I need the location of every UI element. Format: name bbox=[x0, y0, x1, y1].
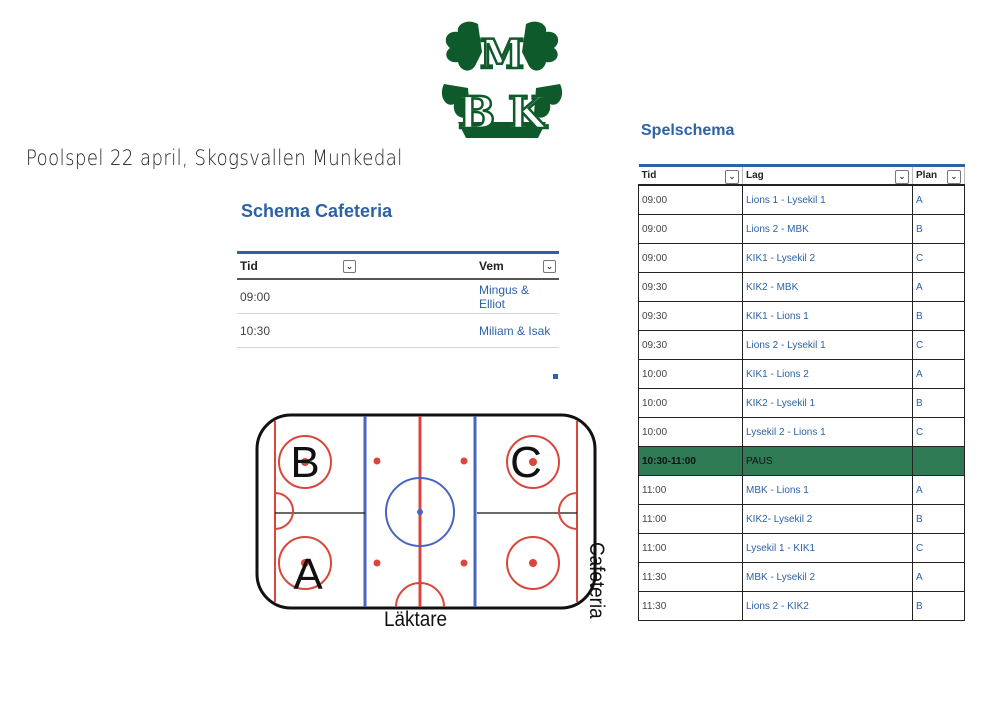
table-row bbox=[639, 331, 965, 360]
game-schedule-table bbox=[638, 164, 965, 621]
schedule-teams-cell: MBK - Lions 1 bbox=[743, 476, 913, 505]
table-row bbox=[639, 563, 965, 592]
resize-handle[interactable] bbox=[553, 374, 558, 379]
table-header-row bbox=[639, 166, 965, 186]
zone-label-b: B bbox=[290, 438, 320, 487]
schedule-teams-cell: Lions 2 - Lysekil 1 bbox=[743, 331, 913, 360]
schedule-teams-cell: KIK1 - Lysekil 2 bbox=[743, 244, 913, 273]
game-schedule-title: Spelschema bbox=[641, 122, 735, 139]
schedule-time-cell: 11:30 bbox=[639, 563, 743, 592]
table-row bbox=[639, 418, 965, 447]
table-row bbox=[237, 279, 559, 314]
mbk-logo bbox=[438, 18, 566, 142]
table-row bbox=[639, 273, 965, 302]
schedule-field-cell: A bbox=[913, 563, 965, 592]
zone-label-c: C bbox=[510, 438, 542, 487]
column-header-tid[interactable]: Tid ⌄ bbox=[237, 253, 359, 280]
dropdown-icon[interactable]: ⌄ bbox=[343, 260, 356, 273]
schedule-field-cell: B bbox=[913, 302, 965, 331]
schedule-teams-cell: Lysekil 2 - Lions 1 bbox=[743, 418, 913, 447]
break-row bbox=[639, 447, 965, 476]
schedule-field-cell: C bbox=[913, 534, 965, 563]
schedule-time-cell: 11:00 bbox=[639, 505, 743, 534]
schedule-time-cell: 09:30 bbox=[639, 273, 743, 302]
schedule-field-cell: A bbox=[913, 185, 965, 215]
table-row bbox=[639, 185, 965, 215]
schedule-teams-cell: KIK1 - Lions 1 bbox=[743, 302, 913, 331]
dropdown-icon[interactable]: ⌄ bbox=[895, 170, 909, 184]
logo-letter-k: K bbox=[508, 88, 547, 139]
table-row bbox=[639, 215, 965, 244]
dropdown-icon[interactable]: ⌄ bbox=[947, 170, 961, 184]
schedule-time-cell: 09:30 bbox=[639, 302, 743, 331]
schedule-teams-cell: KIK2 - MBK bbox=[743, 273, 913, 302]
cafe-person-cell: Mingus & Elliot bbox=[359, 279, 559, 314]
schedule-field-cell: A bbox=[913, 476, 965, 505]
zone-label-a: A bbox=[293, 550, 323, 599]
table-row bbox=[639, 302, 965, 331]
schedule-field-cell: B bbox=[913, 505, 965, 534]
schedule-field-cell bbox=[913, 447, 965, 476]
column-header-tid[interactable]: Tid ⌄ bbox=[639, 166, 743, 186]
schedule-field-cell: B bbox=[913, 592, 965, 621]
schedule-field-cell: B bbox=[913, 215, 965, 244]
table-row bbox=[639, 505, 965, 534]
schedule-teams-cell: MBK - Lysekil 2 bbox=[743, 563, 913, 592]
schedule-teams-cell: Lysekil 1 - KIK1 bbox=[743, 534, 913, 563]
table-row bbox=[639, 360, 965, 389]
logo-letter-m: M bbox=[479, 31, 525, 78]
schedule-teams-cell: KIK1 - Lions 2 bbox=[743, 360, 913, 389]
column-header-lag[interactable]: Lag ⌄ bbox=[743, 166, 913, 186]
table-row bbox=[237, 314, 559, 348]
cafeteria-label: Cafeteria bbox=[585, 542, 608, 619]
schedule-time-cell: 10:00 bbox=[639, 418, 743, 447]
schedule-teams-cell: Lions 1 - Lysekil 1 bbox=[743, 185, 913, 215]
table-header-row bbox=[237, 253, 559, 280]
cafeteria-schedule-table bbox=[237, 251, 559, 348]
schedule-teams-cell: KIK2- Lysekil 2 bbox=[743, 505, 913, 534]
ice-rink-diagram bbox=[255, 413, 597, 610]
schedule-time-cell: 10:00 bbox=[639, 360, 743, 389]
dropdown-icon[interactable]: ⌄ bbox=[725, 170, 739, 184]
schedule-time-cell: 09:00 bbox=[639, 185, 743, 215]
schedule-field-cell: C bbox=[913, 244, 965, 273]
schedule-time-cell: 09:00 bbox=[639, 244, 743, 273]
schedule-field-cell: A bbox=[913, 273, 965, 302]
page-title: Poolspel 22 april, Skogsvallen Munkedal bbox=[26, 146, 403, 170]
schedule-teams-cell: KIK2 - Lysekil 1 bbox=[743, 389, 913, 418]
schedule-field-cell: C bbox=[913, 331, 965, 360]
schedule-time-cell: 11:00 bbox=[639, 476, 743, 505]
dropdown-icon[interactable]: ⌄ bbox=[543, 260, 556, 273]
stand-label: Läktare bbox=[384, 608, 448, 631]
schedule-field-cell: C bbox=[913, 418, 965, 447]
schedule-teams-cell: Lions 2 - KIK2 bbox=[743, 592, 913, 621]
schedule-time-cell: 09:30 bbox=[639, 331, 743, 360]
table-row bbox=[639, 244, 965, 273]
table-row bbox=[639, 592, 965, 621]
schedule-time-cell: 11:00 bbox=[639, 534, 743, 563]
cafeteria-schedule-title: Schema Cafeteria bbox=[241, 201, 393, 221]
table-row bbox=[639, 389, 965, 418]
schedule-teams-cell: PAUS bbox=[743, 447, 913, 476]
schedule-teams-cell: Lions 2 - MBK bbox=[743, 215, 913, 244]
cafe-time-cell: 10:30 bbox=[237, 314, 359, 348]
table-row bbox=[639, 534, 965, 563]
cafe-person-cell: Miliam & Isak bbox=[359, 314, 559, 348]
schedule-field-cell: B bbox=[913, 389, 965, 418]
table-row bbox=[639, 476, 965, 505]
schedule-time-cell: 09:00 bbox=[639, 215, 743, 244]
schedule-time-cell: 10:00 bbox=[639, 389, 743, 418]
schedule-field-cell: A bbox=[913, 360, 965, 389]
column-header-vem[interactable]: Vem ⌄ bbox=[359, 253, 559, 280]
logo-letter-b: B bbox=[458, 88, 496, 139]
schedule-time-cell: 10:30-11:00 bbox=[639, 447, 743, 476]
column-header-plan[interactable]: Plan ⌄ bbox=[913, 166, 965, 186]
cafe-time-cell: 09:00 bbox=[237, 279, 359, 314]
schedule-time-cell: 11:30 bbox=[639, 592, 743, 621]
